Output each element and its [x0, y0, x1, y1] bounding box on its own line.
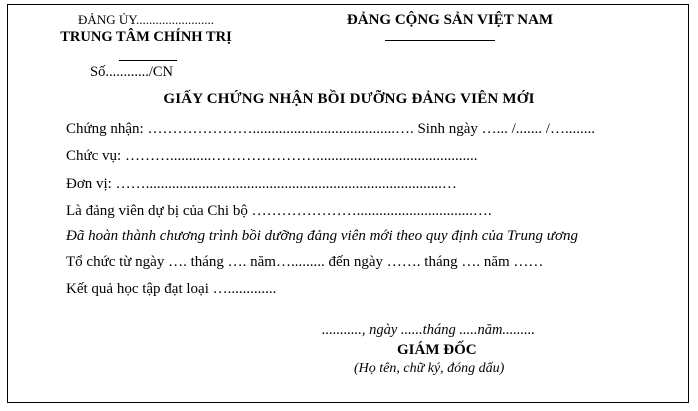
position-field: Chức vụ: ………...........…………………...........................................	[66, 148, 478, 164]
party-heading	[300, 10, 600, 30]
document-number: Số............/CN	[90, 64, 173, 80]
right-header-divider	[385, 40, 495, 41]
issuing-organization	[32, 12, 260, 46]
parent-party-committee: ĐẢNG ỦY........................	[78, 12, 214, 27]
signer-title: GIÁM ĐỐC	[397, 342, 477, 358]
certify-field: Chứng nhận: …………………......................................…. Sinh ngày …... /....... /…........	[66, 121, 595, 137]
political-center-name: TRUNG TÂM CHÍNH TRỊ	[60, 29, 232, 45]
probationary-branch-field: Là đảng viên dự bị của Chi bộ …………………...............................….	[66, 203, 492, 219]
party-name: ĐẢNG CỘNG SẢN VIỆT NAM	[346, 12, 554, 28]
signature-note: (Họ tên, chữ ký, đóng dấu)	[354, 361, 505, 376]
left-header-divider	[119, 60, 177, 61]
training-period-field: Tổ chức từ ngày …. tháng …. năm…......... đến ngày ……. tháng …. năm ……	[66, 254, 544, 270]
result-field: Kết quả học tập đạt loại ….............	[66, 281, 277, 297]
completion-statement: Đã hoàn thành chương trình bồi dưỡng đảng viên mới theo quy định của Trung ương	[66, 228, 578, 244]
certificate-title: GIẤY CHỨNG NHẬN BỒI DƯỠNG ĐẢNG VIÊN MỚI	[163, 91, 535, 107]
unit-field: Đơn vị: ……...............................................................................…	[66, 176, 457, 192]
signing-date-line: ..........., ngày ......tháng .....năm.........	[322, 322, 536, 338]
